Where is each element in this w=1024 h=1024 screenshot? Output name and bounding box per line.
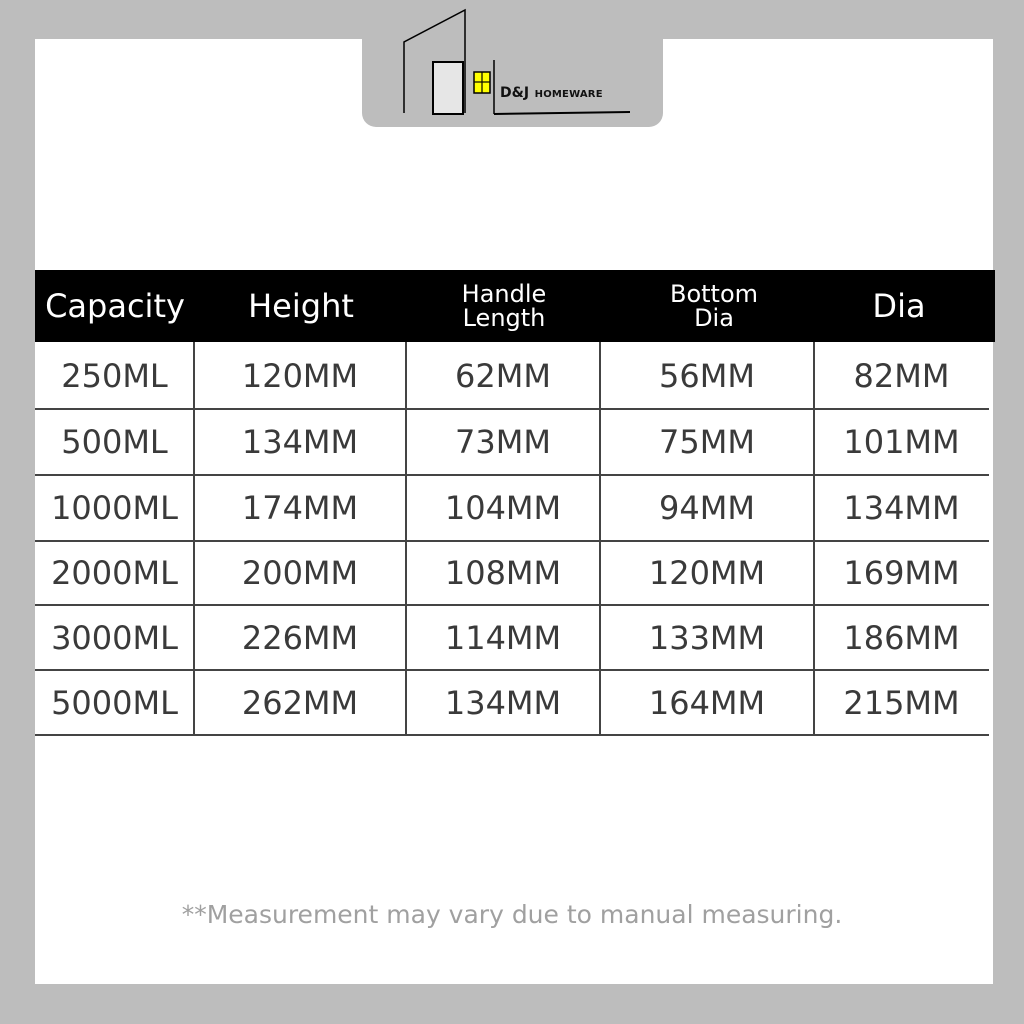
header-handle-line1: Handle: [461, 280, 547, 308]
header-handle-length: [407, 270, 601, 342]
header-dia-label: Dia: [872, 287, 926, 325]
header-capacity-label: Capacity: [45, 287, 185, 325]
table-cell: 2000ML: [51, 554, 178, 592]
window-icon: [474, 72, 490, 93]
table-cell: 174MM: [241, 489, 359, 527]
brand-name-sub: HOMEWARE: [534, 89, 603, 100]
table-cell: 62MM: [455, 356, 551, 395]
table-cell: 200MM: [241, 554, 359, 592]
table-cell: 133MM: [648, 618, 766, 657]
header-handle-line2: Length: [462, 304, 546, 332]
table-cell: 5000ML: [51, 683, 178, 722]
header-dia: [815, 270, 983, 342]
table-cell: 114MM: [444, 618, 562, 657]
header-capacity: [35, 270, 195, 342]
table-cell: 56MM: [659, 356, 755, 395]
table-cell: 250ML: [61, 356, 168, 395]
table-cell: 94MM: [659, 489, 755, 527]
table-cell: 134MM: [241, 423, 359, 461]
table-cell: 104MM: [444, 489, 562, 527]
table-cell: 164MM: [648, 683, 766, 722]
table-cell: 226MM: [241, 618, 359, 657]
table-cell: 500ML: [61, 423, 168, 461]
header-bottom-dia: [601, 270, 827, 342]
table-cell: 120MM: [648, 554, 766, 592]
table-cell: 262MM: [241, 683, 359, 722]
header-bottom-line2: Dia: [694, 304, 734, 332]
header-height: [195, 270, 407, 342]
table-cell: 120MM: [241, 356, 359, 395]
table-cell: 101MM: [843, 423, 960, 461]
table-cell: 3000ML: [51, 618, 178, 657]
table-cell: 82MM: [853, 356, 950, 395]
table-cell: 108MM: [444, 554, 562, 592]
brand-name-main: D&J: [500, 85, 530, 101]
table-cell: 134MM: [444, 683, 562, 722]
table-cell: 75MM: [659, 423, 755, 461]
table-cell: 169MM: [843, 554, 960, 592]
header-height-label: Height: [248, 287, 354, 325]
house-outline-icon: [0, 0, 1024, 140]
table-cell: 1000ML: [51, 489, 178, 527]
table-cell: 215MM: [843, 683, 960, 722]
brand-name: [500, 82, 603, 101]
header-bottom-line1: Bottom: [669, 280, 759, 308]
measurement-note: **Measurement may vary due to manual measuring.: [181, 900, 843, 929]
table-cell: 186MM: [843, 618, 960, 657]
table-header: [35, 270, 995, 342]
table-cell: 73MM: [455, 423, 551, 461]
table-cell: 134MM: [843, 489, 960, 527]
